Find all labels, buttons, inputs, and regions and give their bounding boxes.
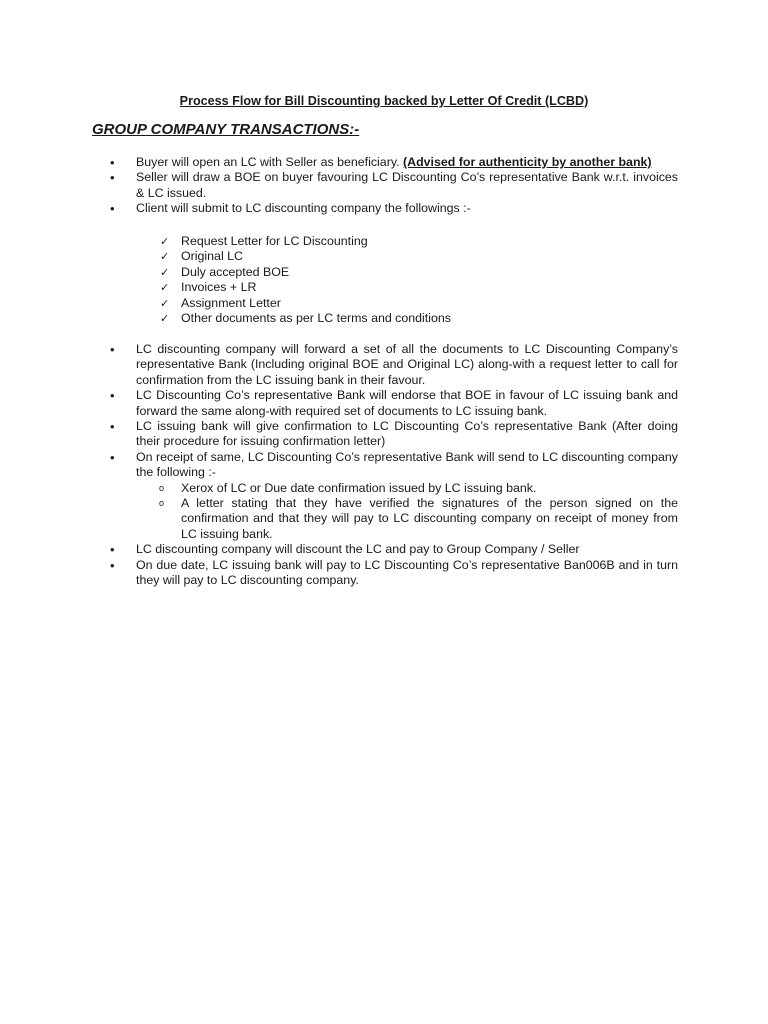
document-checklist [160,234,660,326]
check-icon: ✓ [160,296,170,310]
checklist-label: Other documents as per LC terms and conditions [181,311,451,326]
checklist-label: Assignment Letter [181,295,281,310]
checklist-label: Duly accepted BOE [181,264,290,279]
bullet-item: • Client will submit to LC discounting company the followings :- [110,201,678,216]
checklist-item [160,265,660,280]
bullet-item [110,155,678,170]
sub-bullet-icon: o [159,482,165,493]
bullet-item: • Seller will draw a BOE on buyer favouring LC Discounting Co’s representative Bank w.r.t. invoices & LC issued. [110,170,678,201]
sub-item-text: Xerox of LC or Due date confirmation issued by LC issuing bank. [181,480,537,495]
checklist-label: Original LC [181,249,243,264]
checklist-item [160,311,660,326]
bullet-item: • LC discounting company will discount the LC and pay to Group Company / Seller [110,542,678,557]
check-icon: ✓ [160,281,170,295]
bullet-text: Buyer will open an LC with Seller as beneficiary. [136,155,403,169]
document-title: Process Flow for Bill Discounting backed by Letter Of Credit (LCBD) [179,94,589,108]
check-icon: ✓ [160,265,170,279]
bullet-item: • LC Discounting Co’s representative Bank will endorse that BOE in favour of LC issuing bank and forward the same along-with required set of documents to LC issuing bank. [110,388,678,419]
bullet-item: • LC discounting company will forward a set of all the documents to LC Discounting Company’s representative Bank (Including original BOE and Original LC) along-with a request letter to call for confirmation from the LC issuing bank in their favour. [110,342,678,388]
bullet-item [110,450,678,542]
check-icon: ✓ [160,312,170,326]
checklist-item [160,249,660,264]
sub-bullet-icon: o [159,498,165,509]
sub-item [136,496,678,542]
bullet-list-top [110,155,678,217]
bullet-text: On receipt of same, LC Discounting Co’s representative Bank will send to LC discounting company the following :- [136,449,678,480]
sub-item [136,481,678,496]
check-icon: ✓ [160,235,170,248]
bullet-item: • On due date, LC issuing bank will pay to LC Discounting Co’s representative Ban006B and in turn they will pay to LC discounting company. [110,558,678,589]
sub-list [136,481,678,543]
checklist-label: Request Letter for LC Discounting [181,234,368,248]
bullet-list-bottom [110,342,678,589]
checklist-item [160,280,660,295]
checklist-item [160,296,660,311]
section-heading: GROUP COMPANY TRANSACTIONS:- [92,121,360,138]
sub-item-text: A letter stating that they have verified the signatures of the person signed on the confirmation and that they will pay to LC discounting company on receipt of money from LC issuing bank. [181,496,678,541]
bullet-emphasis: (Advised for authenticity by another bank) [403,155,652,169]
checklist-item [160,234,660,249]
bullet-item: • LC issuing bank will give confirmation to LC Discounting Co’s representative Bank (After doing their procedure for issuing confirmation letter) [110,419,678,450]
check-icon: ✓ [160,250,170,264]
checklist-label: Invoices + LR [181,280,257,295]
